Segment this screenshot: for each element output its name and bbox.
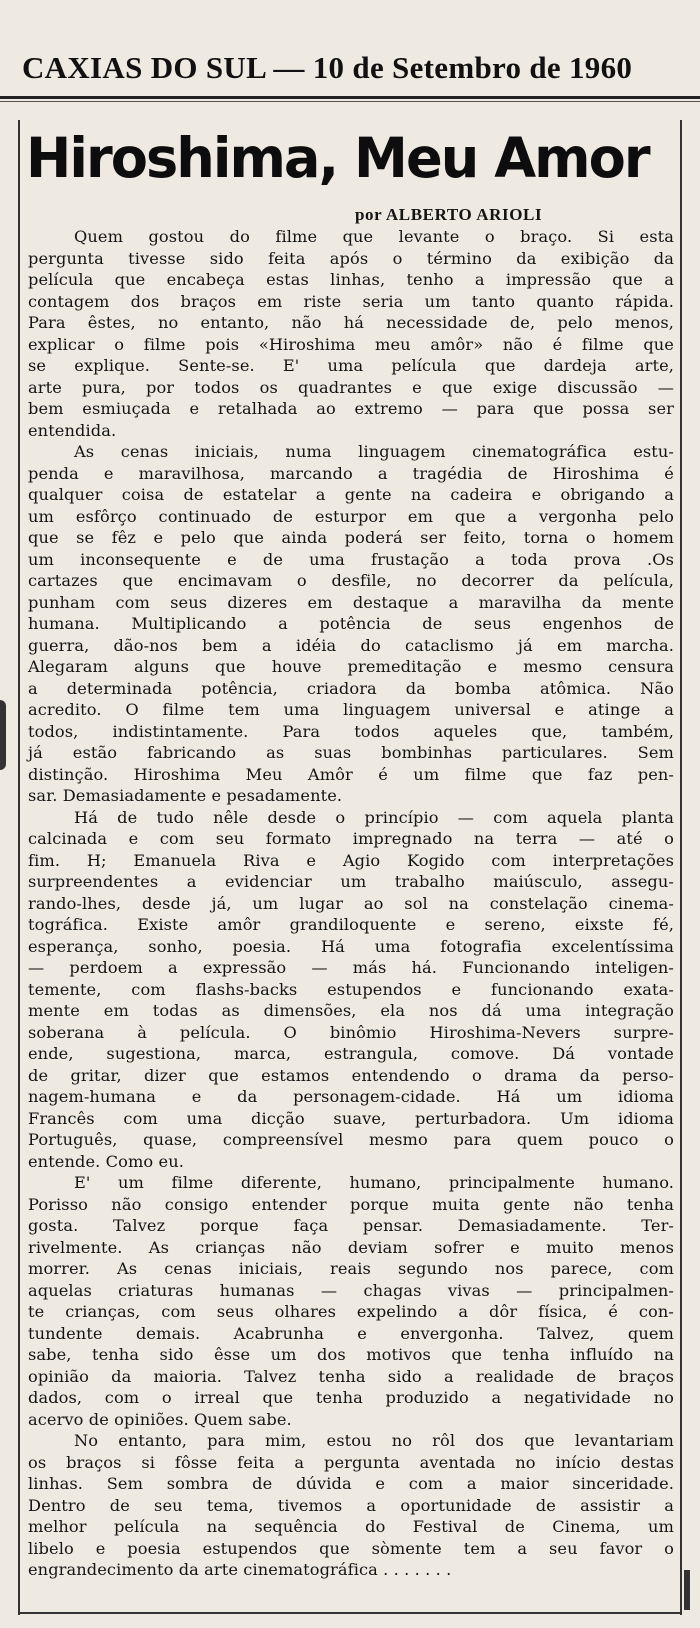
article-line: humana. Multiplicando a potência de seus engenhos de (28, 614, 674, 633)
article-line: qualquer coisa de estatelar a gente na cadeira e obrigando a (28, 485, 674, 504)
article-line: temente, com flashs-backs estupendos e funcionando exata- (28, 979, 674, 999)
article-line: os braços si fôsse feita a pergunta aventada no início destas (28, 1452, 674, 1472)
article-line: acervo de opiniões. Quem sabe. (28, 1409, 292, 1429)
article-line: dados, com o irreal que tenha produzido a negatividade no (28, 1388, 674, 1407)
article-line: Porisso não consigo entender porque muita gente não tenha (28, 1194, 674, 1214)
article-line: aquelas criaturas humanas — chagas vivas — principalmen- (28, 1280, 674, 1300)
page-edge-mark-right (684, 1570, 690, 1610)
article-line: te crianças, com seus olhares expelindo a dôr física, é con- (28, 1302, 674, 1321)
article-line: fim. H; Emanuela Riva e Agio Kogido com interpretações (28, 850, 674, 870)
article-line: de gritar, dizer que estamos entendendo o drama da perso- (28, 1065, 674, 1085)
column-rule-left (18, 120, 20, 1615)
article-line: penda e maravilhosa, marcando a tragédia de Hiroshima é (28, 463, 674, 483)
article-byline: por ALBERTO ARIOLI (355, 205, 543, 224)
article-line: No entanto, para mim, estou no rôl dos que levantariam (74, 1431, 674, 1450)
article-line: tundente demais. Acabrunha e envergonha. Talvez, quem (28, 1323, 674, 1343)
article-line: gosta. Talvez porque faça pensar. Demasiadamente. Ter- (28, 1216, 674, 1235)
article-line: pergunta tivesse sido feita após o término da exibição da (28, 248, 674, 268)
article-line: linhas. Sem sombra de dúvida e com a maior sinceridade. (28, 1474, 674, 1493)
article-line: que se fêz e pelo que ainda poderá ser feito, torna o homem (28, 528, 674, 547)
article-line: soberana à película. O binômio Hiroshima-Nevers surpre- (28, 1022, 674, 1042)
column-rule-right (680, 120, 682, 1615)
article-line: entendida. (28, 420, 117, 440)
article-line: As cenas iniciais, numa linguagem cinematográfica estu- (74, 442, 674, 461)
article-line: Português, quase, compreensível mesmo para quem pouco o (28, 1130, 674, 1149)
article-line: Há de tudo nêle desde o princípio — com aquela planta (74, 807, 674, 827)
article-line: todos, indistintamente. Para todos aqueles que, também, (28, 721, 674, 741)
article-line: ende, sugestiona, marca, estrangula, comove. Dá vontade (28, 1044, 674, 1063)
article-line: tográfica. Existe amôr grandiloquente e sereno, eixste fé, (28, 915, 674, 934)
article-line: bem esmiuçada e retalhada ao extremo — para que possa ser (28, 399, 674, 418)
article-line: explicar o filme pois «Hiroshima meu amôr» não é filme que (28, 334, 674, 354)
article-line: rando-lhes, desde já, um lugar ao sol na constelação cinema- (28, 893, 674, 913)
article-line: esperança, sonho, poesia. Há uma fotografia excelentíssima (28, 936, 674, 956)
article-line: sabe, tenha sido êsse um dos motivos que tenha influído na (28, 1345, 674, 1364)
article-line: morrer. As cenas iniciais, reais segundo nos parece, com (28, 1259, 674, 1278)
article-line: mente em todas as dimensões, ela nos dá uma integração (28, 1001, 674, 1020)
article-line: E' um filme diferente, humano, principalmente humano. (74, 1173, 674, 1192)
article-line: guerra, dão-nos bem a idéia do cataclismo já em marcha. (28, 635, 674, 655)
article-line: Alegaram alguns que houve premeditação e mesmo censura (28, 657, 674, 676)
masthead: CAXIAS DO SUL — 10 de Setembro de 1960 (22, 50, 633, 85)
article-line: surpreendentes a evidenciar um trabalho maiúsculo, assegu- (28, 872, 674, 891)
article-line: um inconsequente e de uma frustação a toda prova .Os (28, 549, 674, 569)
article-line: contagem dos braços em riste seria um tanto quanto rápida. (28, 291, 674, 311)
article-line: Dentro de seu tema, tivemos a oportunidade de assistir a (28, 1495, 674, 1515)
article-line: calcinada e com seu formato impregnado na terra — até o (28, 829, 674, 848)
article-line: acredito. O filme tem uma linguagem universal e atinge a (28, 700, 674, 719)
article-line: engrandecimento da arte cinematográfica . . . . . . . (28, 1560, 452, 1579)
article-line: opinião da maioria. Talvez tenha sido a realidade de braços (28, 1366, 674, 1386)
article-line: cartazes que encimavam o desfile, no decorrer da película, (28, 571, 674, 590)
article-line: se explique. Sente-se. E' uma película que dardeja arte, (28, 356, 674, 375)
article-line: arte pura, por todos os quadrantes e que exige discussão — (28, 377, 674, 397)
article-line: melhor película na sequência do Festival de Cinema, um (28, 1517, 674, 1536)
article-line: nagem-humana e da personagem-cidade. Há um idioma (28, 1087, 674, 1106)
article-line: libelo e poesia estupendos que sòmente tem a seu favor o (28, 1538, 674, 1558)
article-line: película que encabeça estas linhas, tenho a impressão que a (28, 270, 674, 289)
article-line: sar. Demasiadamente e pesadamente. (28, 786, 343, 805)
article-line: — perdoem a expressão — más há. Funcionando inteligen- (28, 958, 674, 977)
article-line: distinção. Hiroshima Meu Amôr é um filme que faz pen- (28, 764, 674, 784)
article-line: Francês com uma dicção suave, perturbadora. Um idioma (28, 1108, 674, 1128)
article-headline: Hiroshima, Meu Amor (26, 126, 649, 190)
article-line: já estão fabricando as suas bombinhas particulares. Sem (28, 743, 674, 762)
article-line: Para êstes, no entanto, não há necessidade de, pelo menos, (28, 313, 674, 332)
masthead-rule-thin (0, 101, 700, 102)
page-edge-mark (0, 700, 6, 770)
masthead-rule (0, 96, 700, 99)
article-line: entende. Como eu. (28, 1151, 184, 1171)
article-line: Quem gostou do filme que levante o braço. Si esta (74, 227, 674, 246)
article-body (28, 226, 674, 1581)
article-line: rivelmente. As crianças não deviam sofrer e muito menos (28, 1237, 674, 1257)
article-line: a determinada potência, criadora da bomba atômica. Não (28, 678, 674, 698)
article-line: punham com seus dizeres em destaque a maravilha da mente (28, 592, 674, 612)
article-bottom-rule (18, 1612, 682, 1614)
article-line: um esfôrço continuado de esturpor em que a vergonha pelo (28, 506, 674, 526)
